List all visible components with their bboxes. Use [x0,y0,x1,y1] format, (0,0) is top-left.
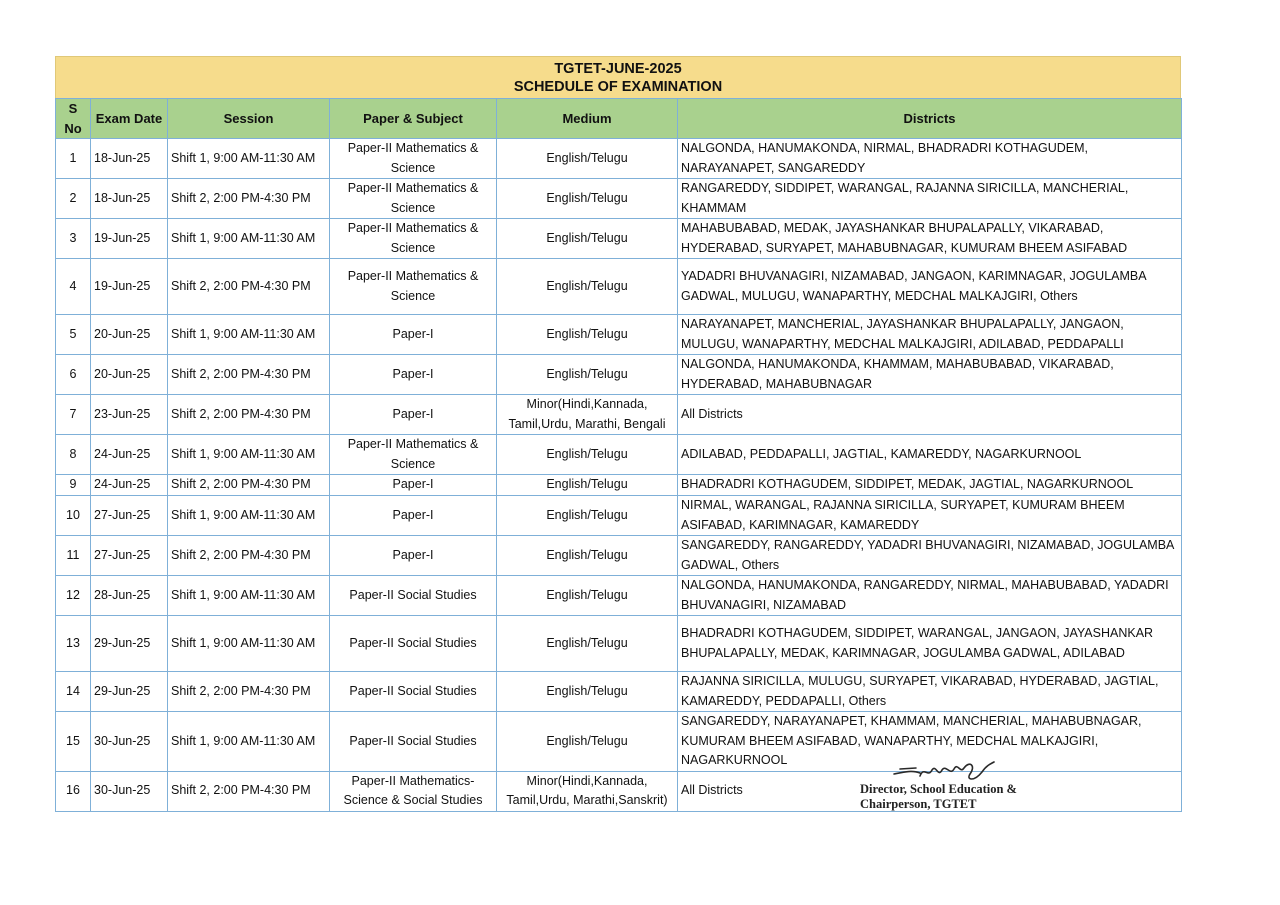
cell-exam-date: 20-Jun-25 [91,355,168,395]
table-row [56,355,1182,395]
cell-districts: NARAYANAPET, MANCHERIAL, JAYASHANKAR BHUPALAPALLY, JANGAON, MULUGU, WANAPARTHY, MEDCHAL MALKAJGIRI, ADILABAD, PEDDAPALLI [678,315,1182,355]
col-paper-subject: Paper & Subject [330,99,497,139]
cell-paper-subject: Paper-II Social Studies [330,616,497,672]
cell-session: Shift 1, 9:00 AM-11:30 AM [168,496,330,536]
table-row [56,672,1182,712]
cell-districts: All Districts [678,395,1182,435]
signature-scribble-icon [890,760,1000,786]
cell-sno: 6 [56,355,91,395]
cell-districts: YADADRI BHUVANAGIRI, NIZAMABAD, JANGAON, KARIMNAGAR, JOGULAMBA GADWAL, MULUGU, WANAPARTHY, MEDCHAL MALKAJGIRI, Others [678,259,1182,315]
cell-session: Shift 1, 9:00 AM-11:30 AM [168,139,330,179]
cell-session: Shift 1, 9:00 AM-11:30 AM [168,219,330,259]
cell-sno: 9 [56,475,91,496]
cell-medium: English/Telugu [497,219,678,259]
cell-medium: Minor(Hindi,Kannada, Tamil,Urdu, Marathi,Sanskrit) [497,771,678,811]
cell-paper-subject: Paper-II Mathematics & Science [330,259,497,315]
cell-districts: NIRMAL, WARANGAL, RAJANNA SIRICILLA, SURYAPET, KUMURAM BHEEM ASIFABAD, KARIMNAGAR, KAMAREDDY [678,496,1182,536]
cell-sno: 15 [56,712,91,772]
cell-exam-date: 24-Jun-25 [91,475,168,496]
cell-paper-subject: Paper-II Mathematics & Science [330,139,497,179]
cell-medium: English/Telugu [497,475,678,496]
cell-sno: 11 [56,536,91,576]
signature-line-2: Chairperson, TGTET [860,797,977,811]
cell-medium: English/Telugu [497,616,678,672]
cell-medium: English/Telugu [497,139,678,179]
table-row [56,259,1182,315]
table-row [56,219,1182,259]
cell-paper-subject: Paper-II Social Studies [330,576,497,616]
cell-districts: SANGAREDDY, NARAYANAPET, KHAMMAM, MANCHERIAL, MAHABUBNAGAR, KUMURAM BHEEM ASIFABAD, WANAPARTHY, MEDCHAL MALKAJGIRI, NAGARKURNOOL [678,712,1182,772]
title-band [55,56,1181,98]
signature-block [860,768,1017,812]
cell-paper-subject: Paper-I [330,395,497,435]
col-sno: S No [56,99,91,139]
cell-exam-date: 29-Jun-25 [91,672,168,712]
table-row [56,435,1182,475]
table-row [56,576,1182,616]
cell-medium: English/Telugu [497,496,678,536]
cell-exam-date: 28-Jun-25 [91,576,168,616]
cell-medium: English/Telugu [497,315,678,355]
col-medium: Medium [497,99,678,139]
cell-districts: NALGONDA, HANUMAKONDA, RANGAREDDY, NIRMAL, MAHABUBABAD, YADADRI BHUVANAGIRI, NIZAMABAD [678,576,1182,616]
cell-sno: 14 [56,672,91,712]
cell-districts: BHADRADRI KOTHAGUDEM, SIDDIPET, MEDAK, JAGTIAL, NAGARKURNOOL [678,475,1182,496]
cell-session: Shift 2, 2:00 PM-4:30 PM [168,771,330,811]
cell-exam-date: 19-Jun-25 [91,259,168,315]
cell-exam-date: 29-Jun-25 [91,616,168,672]
table-row [56,315,1182,355]
cell-exam-date: 30-Jun-25 [91,771,168,811]
col-exam-date: Exam Date [91,99,168,139]
cell-medium: English/Telugu [497,435,678,475]
cell-paper-subject: Paper-II Mathematics & Science [330,435,497,475]
cell-sno: 1 [56,139,91,179]
cell-paper-subject: Paper-II Mathematics-Science & Social Studies [330,771,497,811]
cell-session: Shift 2, 2:00 PM-4:30 PM [168,179,330,219]
cell-medium: English/Telugu [497,355,678,395]
cell-districts: ADILABAD, PEDDAPALLI, JAGTIAL, KAMAREDDY, NAGARKURNOOL [678,435,1182,475]
table-row [56,179,1182,219]
cell-session: Shift 2, 2:00 PM-4:30 PM [168,536,330,576]
signature-line-1: Director, School Education & [860,782,1017,796]
cell-paper-subject: Paper-I [330,475,497,496]
cell-session: Shift 1, 9:00 AM-11:30 AM [168,616,330,672]
cell-sno: 3 [56,219,91,259]
cell-session: Shift 1, 9:00 AM-11:30 AM [168,315,330,355]
cell-paper-subject: Paper-II Mathematics & Science [330,179,497,219]
cell-medium: English/Telugu [497,712,678,772]
cell-exam-date: 23-Jun-25 [91,395,168,435]
col-districts: Districts [678,99,1182,139]
col-session: Session [168,99,330,139]
cell-sno: 16 [56,771,91,811]
cell-paper-subject: Paper-I [330,496,497,536]
cell-districts: NALGONDA, HANUMAKONDA, NIRMAL, BHADRADRI KOTHAGUDEM, NARAYANAPET, SANGAREDDY [678,139,1182,179]
table-row [56,475,1182,496]
table-row [56,139,1182,179]
cell-districts: NALGONDA, HANUMAKONDA, KHAMMAM, MAHABUBABAD, VIKARABAD, HYDERABAD, MAHABUBNAGAR [678,355,1182,395]
cell-districts: All Districts [678,771,1182,811]
cell-exam-date: 24-Jun-25 [91,435,168,475]
cell-paper-subject: Paper-I [330,315,497,355]
table-row [56,395,1182,435]
cell-sno: 5 [56,315,91,355]
cell-sno: 12 [56,576,91,616]
cell-sno: 13 [56,616,91,672]
cell-session: Shift 2, 2:00 PM-4:30 PM [168,355,330,395]
cell-paper-subject: Paper-II Social Studies [330,712,497,772]
cell-districts: RANGAREDDY, SIDDIPET, WARANGAL, RAJANNA SIRICILLA, MANCHERIAL, KHAMMAM [678,179,1182,219]
document-title: TGTET-JUNE-2025 [554,61,682,77]
table-row [56,712,1182,772]
cell-districts: MAHABUBABAD, MEDAK, JAYASHANKAR BHUPALAPALLY, VIKARABAD, HYDERABAD, SURYAPET, MAHABUBNAGAR, KUMURAM BHEEM ASIFABAD [678,219,1182,259]
table-row [56,496,1182,536]
cell-sno: 2 [56,179,91,219]
schedule-sheet [55,56,1181,812]
cell-exam-date: 27-Jun-25 [91,536,168,576]
cell-session: Shift 1, 9:00 AM-11:30 AM [168,435,330,475]
cell-medium: English/Telugu [497,672,678,712]
cell-sno: 10 [56,496,91,536]
table-row [56,536,1182,576]
cell-paper-subject: Paper-II Social Studies [330,672,497,712]
cell-sno: 4 [56,259,91,315]
cell-paper-subject: Paper-I [330,536,497,576]
cell-medium: English/Telugu [497,179,678,219]
cell-session: Shift 1, 9:00 AM-11:30 AM [168,576,330,616]
cell-medium: English/Telugu [497,536,678,576]
cell-paper-subject: Paper-I [330,355,497,395]
cell-exam-date: 18-Jun-25 [91,139,168,179]
cell-districts: SANGAREDDY, RANGAREDDY, YADADRI BHUVANAGIRI, NIZAMABAD, JOGULAMBA GADWAL, Others [678,536,1182,576]
schedule-table [55,98,1182,812]
cell-sno: 8 [56,435,91,475]
cell-exam-date: 27-Jun-25 [91,496,168,536]
cell-exam-date: 18-Jun-25 [91,179,168,219]
document-subtitle: SCHEDULE OF EXAMINATION [513,79,723,95]
cell-session: Shift 2, 2:00 PM-4:30 PM [168,475,330,496]
header-row [56,99,1182,139]
cell-exam-date: 19-Jun-25 [91,219,168,259]
cell-districts: BHADRADRI KOTHAGUDEM, SIDDIPET, WARANGAL, JANGAON, JAYASHANKAR BHUPALAPALLY, MEDAK, KARIMNAGAR, JOGULAMBA GADWAL, ADILABAD [678,616,1182,672]
cell-exam-date: 20-Jun-25 [91,315,168,355]
cell-exam-date: 30-Jun-25 [91,712,168,772]
cell-session: Shift 2, 2:00 PM-4:30 PM [168,672,330,712]
cell-medium: English/Telugu [497,259,678,315]
cell-medium: Minor(Hindi,Kannada, Tamil,Urdu, Marathi, Bengali [497,395,678,435]
cell-session: Shift 2, 2:00 PM-4:30 PM [168,259,330,315]
cell-medium: English/Telugu [497,576,678,616]
cell-paper-subject: Paper-II Mathematics & Science [330,219,497,259]
cell-districts: RAJANNA SIRICILLA, MULUGU, SURYAPET, VIKARABAD, HYDERABAD, JAGTIAL, KAMAREDDY, PEDDAPALLI, Others [678,672,1182,712]
cell-session: Shift 1, 9:00 AM-11:30 AM [168,712,330,772]
cell-session: Shift 2, 2:00 PM-4:30 PM [168,395,330,435]
table-row [56,616,1182,672]
cell-sno: 7 [56,395,91,435]
